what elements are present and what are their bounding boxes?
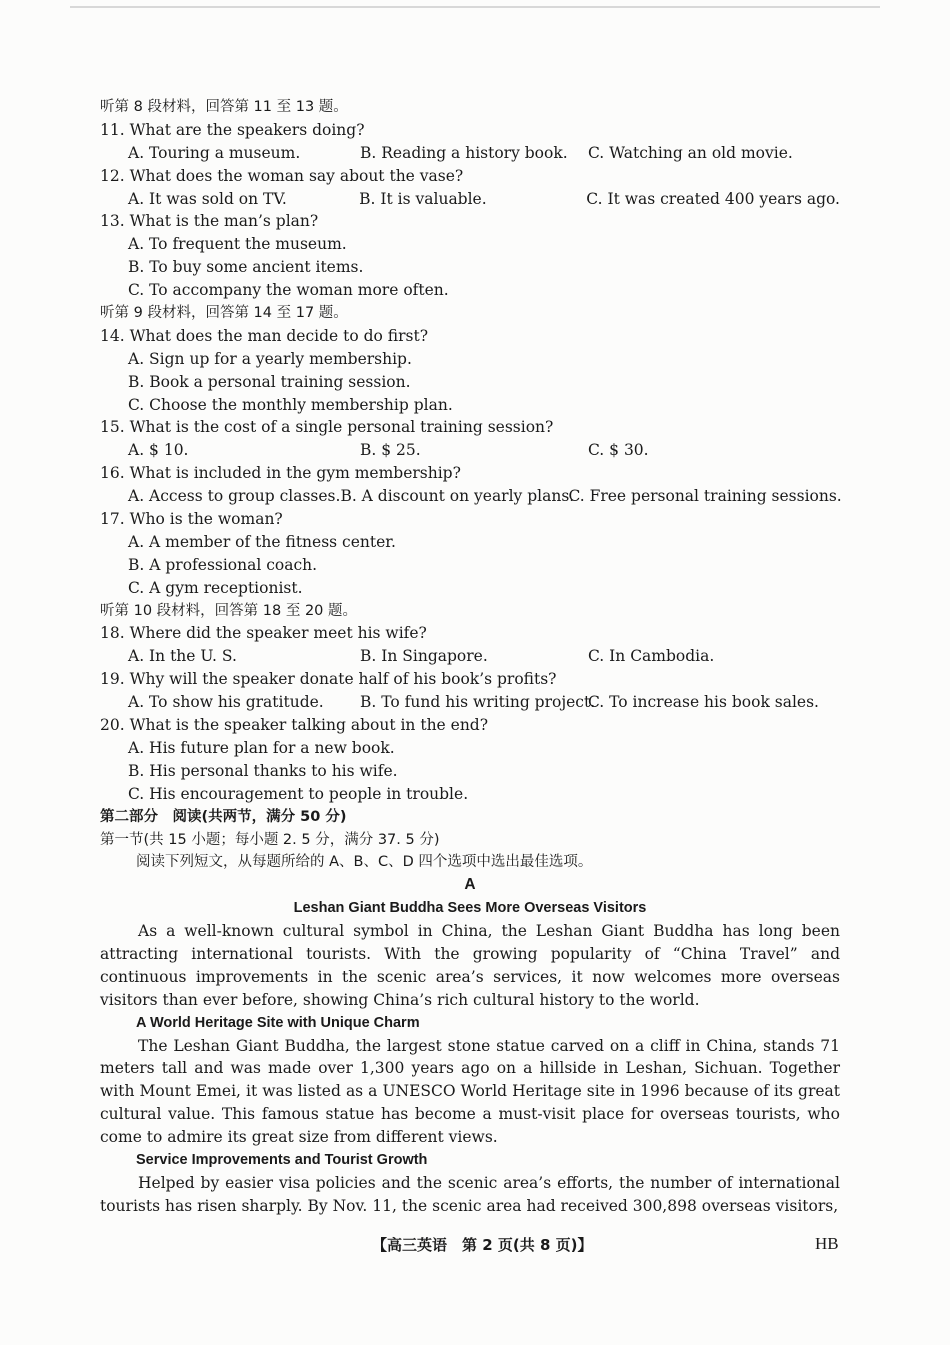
question-14: 14. What does the man decide to do first? bbox=[100, 326, 429, 345]
reading-instruction: 阅读下列短文，从每题所给的 A、B、C、D 四个选项中选出最佳选项。 bbox=[136, 854, 593, 871]
option-a: A. To frequent the museum. bbox=[128, 235, 347, 254]
option-b: B. It is valuable. bbox=[359, 189, 487, 208]
option-a: A. Sign up for a yearly membership. bbox=[128, 349, 412, 368]
option-b: B. Reading a history book. bbox=[360, 143, 568, 162]
option-b: B. To fund his writing project. bbox=[360, 693, 596, 712]
question-12: 12. What does the woman say about the vase? bbox=[100, 166, 464, 185]
page-footer bbox=[0, 1234, 950, 1258]
footer-page-info: 【高三英语 第 2 页(共 8 页)】 bbox=[372, 1236, 593, 1254]
option-b: B. A professional coach. bbox=[128, 555, 318, 574]
option-c: C. In Cambodia. bbox=[588, 647, 715, 666]
question-16-options bbox=[100, 485, 840, 508]
option-b: B. To buy some ancient items. bbox=[128, 258, 364, 277]
question-20: 20. What is the speaker talking about in the end? bbox=[100, 716, 489, 735]
question-11: 11. What are the speakers doing? bbox=[100, 120, 365, 139]
section-8-heading: 听第 8 段材料，回答第 11 至 13 题。 bbox=[100, 99, 348, 115]
option-a: A. $ 10. bbox=[128, 441, 189, 460]
option-a: A. It was sold on TV. bbox=[128, 189, 287, 208]
section-10-heading: 听第 10 段材料，回答第 18 至 20 题。 bbox=[100, 602, 358, 619]
top-border-line bbox=[70, 6, 880, 8]
passage-paragraph-2: The Leshan Giant Buddha, the largest stone statue carved on a cliff in China, stands 71 meters tall and was made over 1,300 years ago on a hillside in Leshan, Sichuan. Together with Mount Emei, it was listed as a UNESCO World Heritage site in 1996 because of its great cultural value. This famous statue has become a must-visit place for overseas tourists, who come to admire its great size from different views. bbox=[100, 1036, 840, 1147]
footer-code: HB bbox=[815, 1234, 839, 1253]
question-17: 17. Who is the woman? bbox=[100, 510, 283, 529]
page-content bbox=[100, 96, 840, 1218]
option-c: C. His encouragement to people in trouble. bbox=[128, 784, 469, 803]
question-16: 16. What is included in the gym membership? bbox=[100, 464, 461, 483]
subheading-service-improvements: Service Improvements and Tourist Growth bbox=[136, 1152, 428, 1169]
part-2-heading: 第二部分 阅读(共两节，满分 50 分) bbox=[100, 808, 347, 825]
option-a: A. In the U. S. bbox=[128, 647, 237, 666]
option-c: C. To increase his book sales. bbox=[588, 693, 819, 712]
option-b: B. His personal thanks to his wife. bbox=[128, 761, 398, 780]
question-12-options bbox=[100, 188, 840, 211]
passage-title: Leshan Giant Buddha Sees More Overseas Visitors bbox=[293, 900, 647, 917]
option-c: C. $ 30. bbox=[588, 441, 649, 460]
section-1-heading: 第一节(共 15 小题；每小题 2. 5 分，满分 37. 5 分) bbox=[100, 831, 440, 848]
question-19: 19. Why will the speaker donate half of his book’s profits? bbox=[100, 670, 557, 689]
option-b: B. In Singapore. bbox=[360, 647, 488, 666]
question-13: 13. What is the man’s plan? bbox=[100, 212, 319, 231]
section-9-heading: 听第 9 段材料，回答第 14 至 17 题。 bbox=[100, 305, 348, 322]
question-19-options bbox=[100, 691, 840, 714]
option-c: C. Choose the monthly membership plan. bbox=[128, 395, 453, 414]
question-15-options bbox=[100, 439, 840, 462]
option-b: B. $ 25. bbox=[360, 441, 421, 460]
option-a: A. Touring a museum. bbox=[128, 143, 301, 162]
option-b: B. A discount on yearly plans. bbox=[340, 487, 575, 506]
option-c: C. To accompany the woman more often. bbox=[128, 281, 449, 300]
option-a: A. His future plan for a new book. bbox=[128, 738, 395, 757]
option-c: C. It was created 400 years ago. bbox=[586, 189, 840, 208]
question-18-options bbox=[100, 645, 840, 668]
question-11-options bbox=[100, 142, 840, 165]
passage-letter: A bbox=[464, 876, 476, 894]
option-c: C. Watching an old movie. bbox=[588, 143, 793, 162]
subheading-world-heritage: A World Heritage Site with Unique Charm bbox=[136, 1014, 420, 1031]
question-18: 18. Where did the speaker meet his wife? bbox=[100, 624, 427, 643]
option-c: C. A gym receptionist. bbox=[128, 578, 303, 597]
option-a: A. To show his gratitude. bbox=[128, 693, 324, 712]
option-a: A. A member of the fitness center. bbox=[128, 532, 396, 551]
passage-paragraph-3: Helped by easier visa policies and the scenic area’s efforts, the number of international tourists has risen sharply. By Nov. 11, the scenic area had received 300,898 overseas visitors, bbox=[100, 1174, 840, 1215]
option-a: A. Access to group classes. bbox=[128, 487, 341, 506]
question-15: 15. What is the cost of a single personal training session? bbox=[100, 418, 554, 437]
passage-paragraph-1: As a well-known cultural symbol in China, the Leshan Giant Buddha has long been attracting international tourists. With the growing popularity of “China Travel” and continuous improvements in the scenic area’s services, it now welcomes more overseas visitors than ever before, showing China’s rich cultural history to the world. bbox=[100, 922, 840, 1009]
option-b: B. Book a personal training session. bbox=[128, 372, 411, 391]
option-c: C. Free personal training sessions. bbox=[568, 487, 842, 506]
